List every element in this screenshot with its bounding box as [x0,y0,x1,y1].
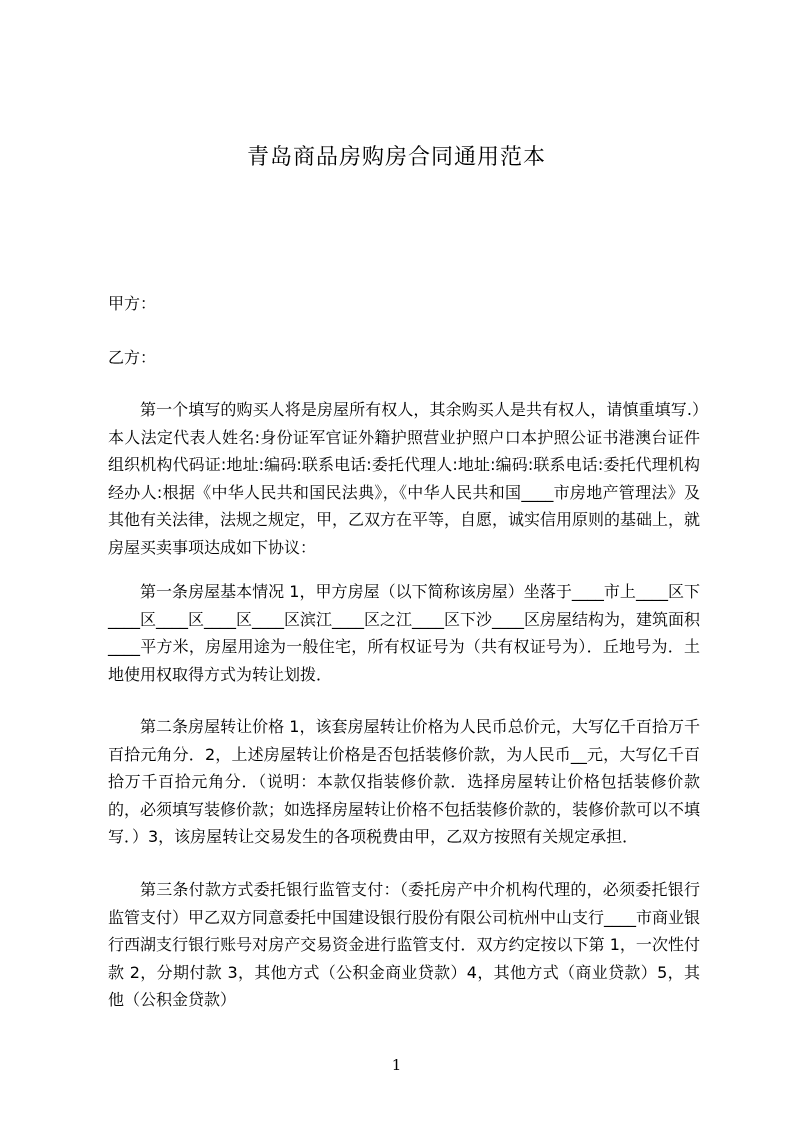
paragraph-article-1: 第一条房屋基本情况 1，甲方房屋（以下简称该房屋）坐落于____市上____区下____区____区____区____区滨江____区之江____区下沙____区房屋结构为，建筑面积____平方米，房屋用途为一般住宅，所有权证号为（共有权证号为）．丘地号为．土地使用权取得方式为转让划拨． [108,582,701,684]
paragraph-article-2: 第二条房屋转让价格 1，该套房屋转让价格为人民币总价元，大写亿千百拾万千百拾元角分．2，上述房屋转让价格是否包括装修价款，为人民币__元，大写亿千百拾万千百拾元角分．（说明：本款仅指装修价款．选择房屋转让价格包括装修价款的，必须填写装修价款；如选择房屋转让价格不包括装修价款的，装修价款可以不填写．）3，该房屋转让交易发生的各项税费由甲，乙双方按照有关规定承担． [108,717,701,846]
paragraph-preamble: 第一个填写的购买人将是房屋所有权人，其余购买人是共有权人，请慎重填写.）本人法定代表人姓名:身份证军官证外籍护照营业护照户口本护照公证书港澳台证件组织机构代码证:地址:编码:联系电话:委托代理人:地址:编码:联系电话:委托代理机构经办人:根据《中华人民共和国民法典》，《中华人民共和国____市房地产管理法》及其他有关法律，法规之规定，甲，乙双方在平等，自愿，诚实信用原则的基础上，就房屋买卖事项达成如下协议： [108,400,701,557]
paragraph-article-3: 第三条付款方式委托银行监管支付：（委托房产中介机构代理的，必须委托银行监管支付）甲乙双方同意委托中国建设银行股份有限公司杭州中山支行____市商业银行西湖支行银行账号对房产交易资金进行监管支付．双方约定按以下第 1，一次性付款 2，分期付款 3，其他方式（公积金商业贷款）4，其他方式（商业贷款）5，其他（公积金贷款） [108,880,701,1009]
document-title: 青岛商品房购房合同通用范本 [246,145,546,170]
party-b-label: 乙方： [108,348,157,367]
page-number: 1 [391,1056,402,1074]
party-a-label: 甲方： [108,294,157,313]
